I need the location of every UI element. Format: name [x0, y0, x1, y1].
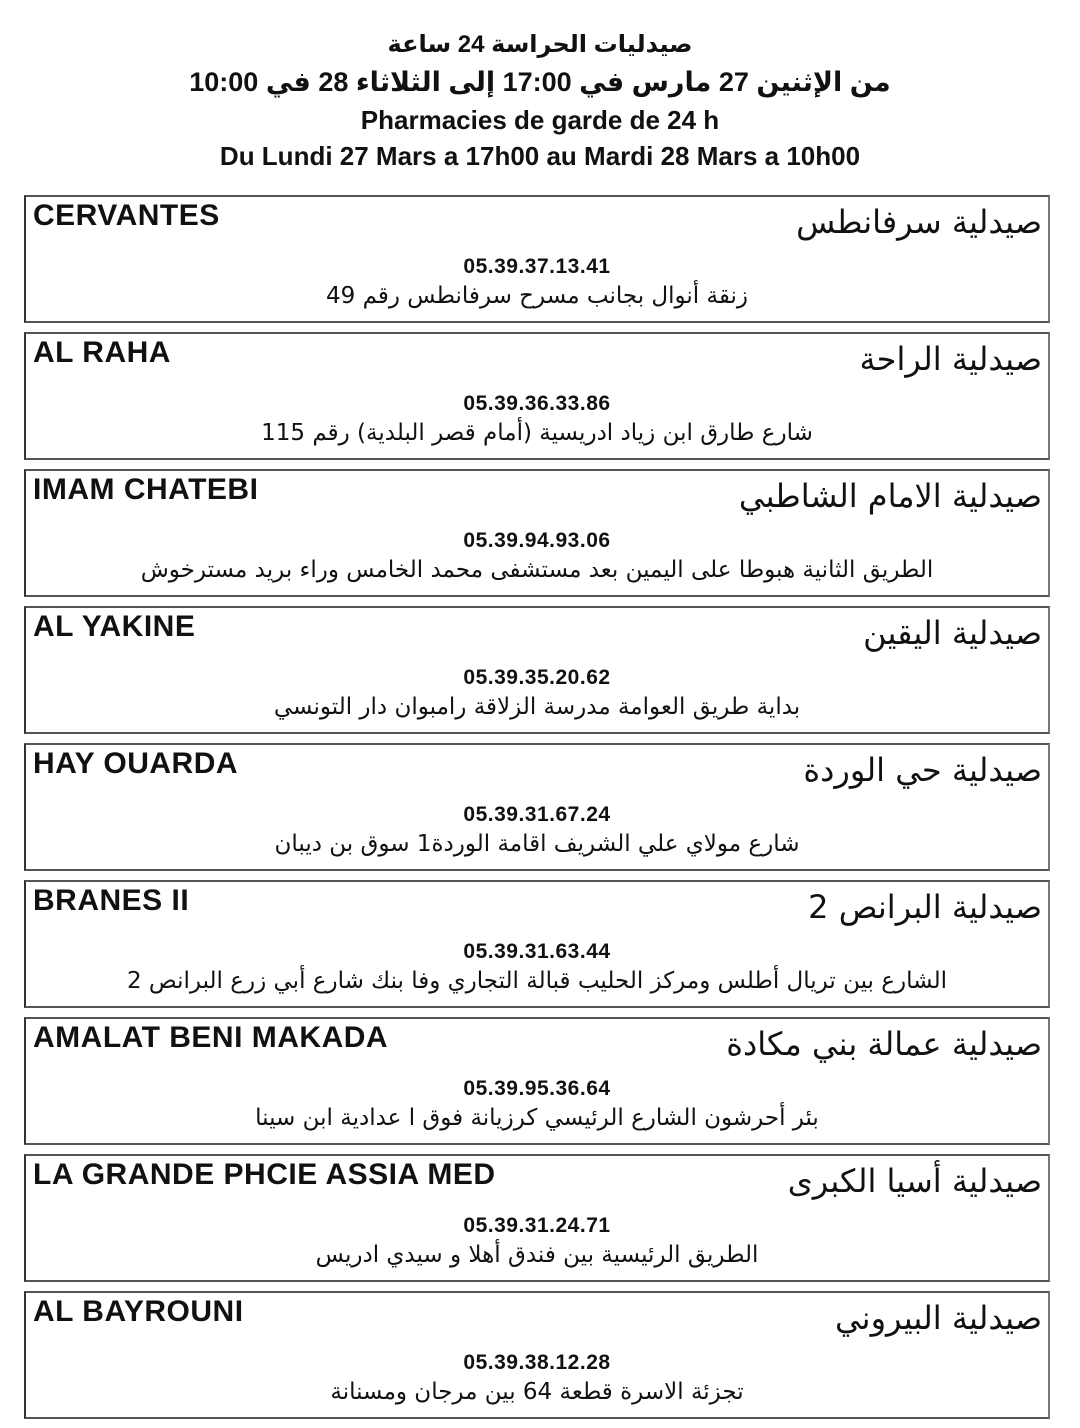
- pharmacy-list: [24, 195, 1050, 1428]
- pharmacy-address: بئر أحرشون الشارع الرئيسي كرزيانة فوق ا عدادية ابن سينا: [255, 1105, 819, 1131]
- pharmacy-card: [24, 743, 1050, 871]
- pharmacy-address: الشارع بين تريال أطلس ومركز الحليب قبالة التجاري وفا بنك شارع أبي زرع البرانص 2: [126, 968, 947, 994]
- pharmacy-name-arabic: صيدلية سرفانطس: [796, 203, 1042, 241]
- pharmacy-card: [24, 1291, 1050, 1419]
- pharmacy-name-french: LA GRANDE PHCIE ASSIA MED: [33, 1158, 496, 1191]
- pharmacy-card: [24, 1154, 1050, 1282]
- pharmacy-name-french: IMAM CHATEBI: [33, 473, 259, 506]
- pharmacy-address: شارع طارق ابن زياد ادريسية (أمام قصر البلدية) رقم 115: [261, 420, 813, 446]
- pharmacy-address: الطريق الثانية هبوطا على اليمين بعد مستشفى محمد الخامس وراء بريد مسترخوش: [140, 557, 934, 583]
- pharmacy-card: [24, 606, 1050, 734]
- pharmacy-name-arabic: صيدلية البيروني: [835, 1299, 1042, 1337]
- pharmacy-name-french: AL RAHA: [33, 336, 171, 369]
- pharmacy-name-french: CERVANTES: [33, 199, 220, 232]
- pharmacy-phone: 05.39.31.63.44: [463, 940, 611, 963]
- pharmacy-name-arabic: صيدلية عمالة بني مكادة: [726, 1025, 1042, 1063]
- pharmacy-card: [24, 195, 1050, 323]
- pharmacy-address: بداية طريق العوامة مدرسة الزلاقة رامبوان دار التونسي: [273, 694, 801, 720]
- pharmacy-address: تجزئة الاسرة قطعة 64 بين مرجان ومسنانة: [330, 1379, 744, 1405]
- pharmacy-phone: 05.39.36.33.86: [463, 392, 611, 415]
- pharmacy-card: [24, 1017, 1050, 1145]
- pharmacy-card: [24, 880, 1050, 1008]
- pharmacy-name-arabic: صيدلية البرانص 2: [808, 888, 1042, 926]
- pharmacy-name-arabic: صيدلية أسيا الكبرى: [787, 1162, 1042, 1200]
- pharmacy-phone: 05.39.31.67.24: [463, 803, 611, 826]
- period-arabic: من الإثنين 27 مارس في 17:00 إلى الثلاثاء 28 في 10:00: [189, 67, 891, 97]
- pharmacy-address: زنقة أنوال بجانب مسرح سرفانطس رقم 49: [326, 283, 748, 309]
- pharmacy-phone: 05.39.38.12.28: [463, 1351, 611, 1374]
- pharmacy-card: [24, 332, 1050, 460]
- pharmacy-name-french: AL BAYROUNI: [33, 1295, 244, 1328]
- document-header: [0, 28, 1080, 174]
- pharmacy-phone: 05.39.95.36.64: [463, 1077, 611, 1100]
- pharmacy-phone: 05.39.94.93.06: [463, 529, 611, 552]
- pharmacy-phone: 05.39.31.24.71: [463, 1214, 611, 1237]
- pharmacy-card: [24, 469, 1050, 597]
- pharmacy-name-french: AL YAKINE: [33, 610, 196, 643]
- title-arabic: صيدليات الحراسة 24 ساعة: [387, 31, 693, 58]
- pharmacy-phone: 05.39.35.20.62: [463, 666, 611, 689]
- pharmacy-name-arabic: صيدلية اليقين: [863, 614, 1042, 652]
- pharmacy-address: الطريق الرئيسية بين فندق أهلا و سيدي ادريس: [315, 1242, 759, 1268]
- pharmacy-phone: 05.39.37.13.41: [463, 255, 611, 278]
- pharmacy-name-french: BRANES II: [33, 884, 190, 917]
- period-french: Du Lundi 27 Mars a 17h00 au Mardi 28 Mars a 10h00: [219, 141, 861, 171]
- title-french: Pharmacies de garde de 24 h: [360, 105, 720, 135]
- pharmacy-address: شارع مولاي علي الشريف اقامة الوردة1 سوق بن ديبان: [274, 831, 800, 857]
- pharmacy-name-arabic: صيدلية حي الوردة: [803, 751, 1042, 789]
- pharmacy-name-french: HAY OUARDA: [33, 747, 239, 780]
- pharmacy-name-arabic: صيدلية الراحة: [859, 340, 1042, 378]
- pharmacy-name-arabic: صيدلية الامام الشاطبي: [738, 477, 1042, 515]
- pharmacy-name-french: AMALAT BENI MAKADA: [33, 1021, 389, 1054]
